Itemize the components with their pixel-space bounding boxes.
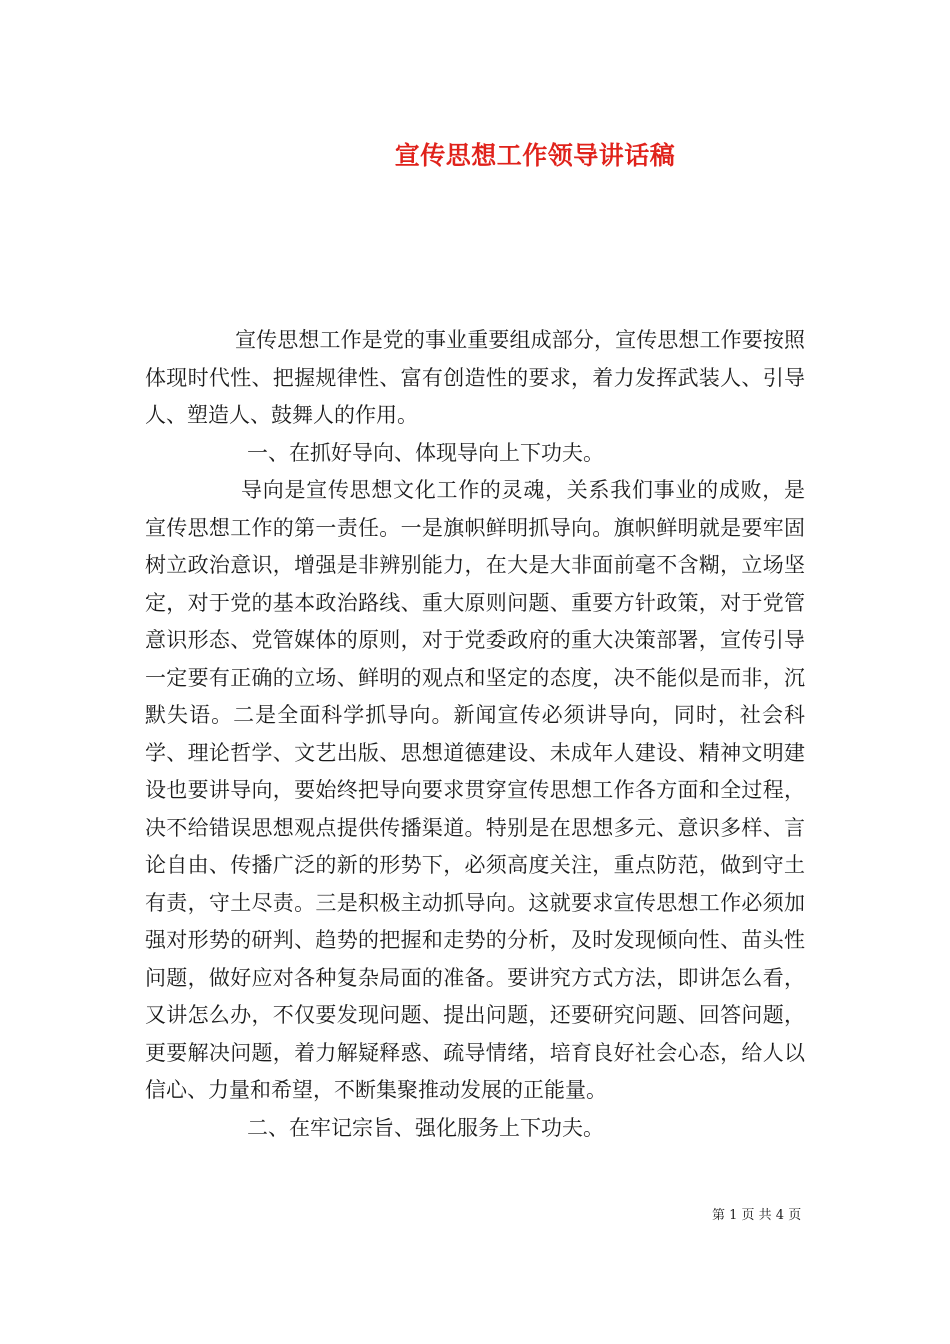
paragraph-intro: 宣传思想工作是党的事业重要组成部分，宣传思想工作要按照体现时代性、把握规律性、富有创造性的要求，着力发挥武装人、引导人、塑造人、鼓舞人的作用。 [145, 328, 805, 427]
section-heading-2: 二、在牢记宗旨、强化服务上下功夫。 [247, 1115, 604, 1140]
document-body [145, 322, 805, 1147]
paragraph-guidance: 导向是宣传思想文化工作的灵魂，关系我们事业的成败，是宣传思想工作的第一责任。一是旗帜鲜明抓导向。旗帜鲜明就是要牢固树立政治意识，增强是非辨别能力，在大是大非面前毫不含糊，立场坚定，对于党的基本政治路线、重大原则问题、重要方针政策，对于党管意识形态、党管媒体的原则，对于党委政府的重大决策部署，宣传引导一定要有正确的立场、鲜明的观点和坚定的态度，决不能似是而非，沉默失语。二是全面科学抓导向。新闻宣传必须讲导向，同时，社会科学、理论哲学、文艺出版、思想道德建设、未成年人建设、精神文明建设也要讲导向，要始终把导向要求贯穿宣传思想工作各方面和全过程，决不给错误思想观点提供传播渠道。特别是在思想多元、意识多样、言论自由、传播广泛的新的形势下，必须高度关注，重点防范，做到守土有责，守土尽责。三是积极主动抓导向。这就要求宣传思想工作必须加强对形势的研判、趋势的把握和走势的分析，及时发现倾向性、苗头性问题，做好应对各种复杂局面的准备。要讲究方式方法，即讲怎么看，又讲怎么办，不仅要发现问题、提出问题，还要研究问题、回答问题，更要解决问题，着力解疑释惑、疏导情绪，培育良好社会心态，给人以信心、力量和希望，不断集聚推动发展的正能量。 [145, 478, 805, 1102]
page-indicator: 第 1 页 共 4 页 [712, 1208, 802, 1223]
section-heading-1: 一、在抓好导向、体现导向上下功夫。 [247, 440, 604, 465]
document-title: 宣传思想工作领导讲话稿 [394, 141, 676, 170]
